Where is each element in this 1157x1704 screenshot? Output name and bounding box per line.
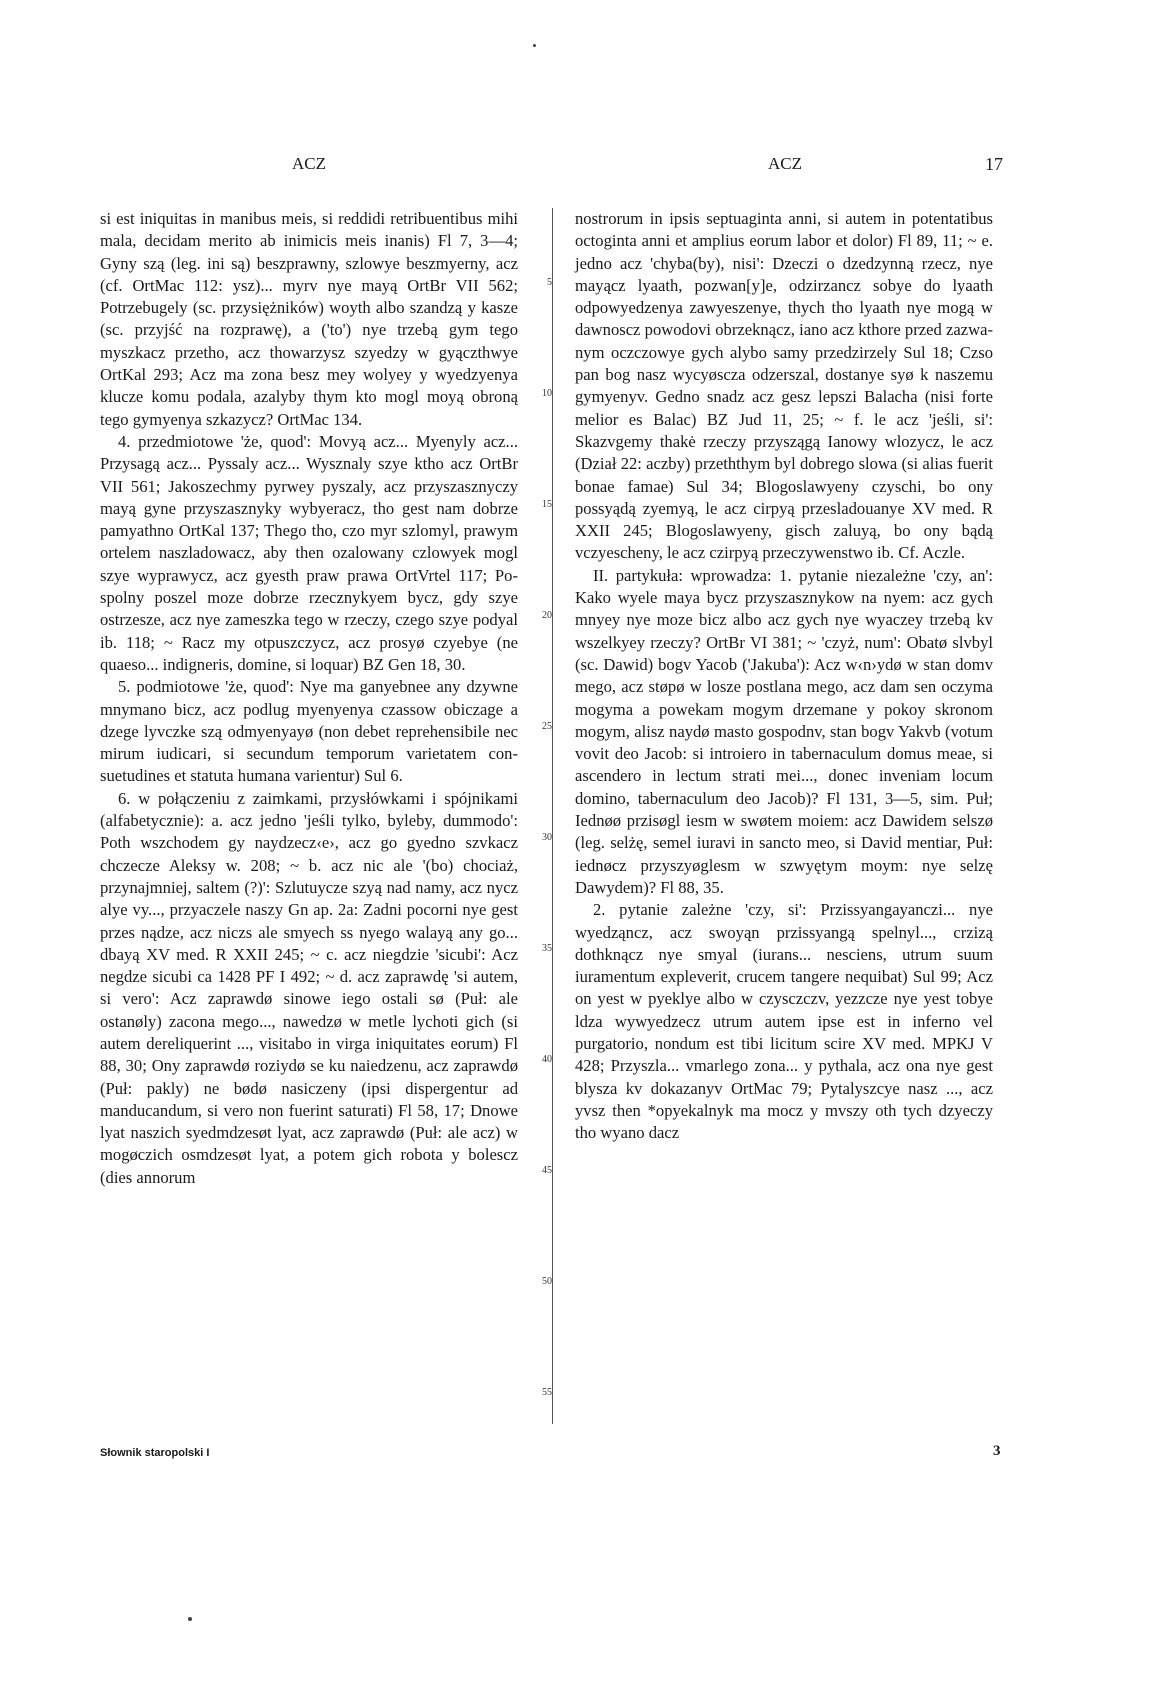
left-running-head: ACZ (292, 154, 326, 173)
line-number: 25 (542, 721, 552, 732)
line-number: 40 (542, 1054, 552, 1065)
line-number: 35 (542, 943, 552, 954)
right-running-head: ACZ (768, 154, 802, 173)
paragraph: 5. podmiotowe 'że, quod': Nye ma ganyebnee any dzywne mnymano bicz, acz podlug myenyenya czassow obiczage a dzege lyvczke szą odmyenyayø (non debet reprehensibile nec mirum iudicari, si secundum temporum varietatem consuetudines et statuta humana varientur) Sul 6. (100, 677, 518, 786)
paragraph: 2. pytanie zależne 'czy, si': Przissyangayanczi... nye wyedząncz, acz swoyąn przissyangą spelnyl..., crzizą dothknącz nye smyal (iurans... nesciens, utrum suum iuramentum expleverit, crucem tangere nequibat) Sul 99; Acz on yest w pyeklye albo w czysczczv, yezzcze nye yest tobye ldza wywyedzecz utrum autem ipse est in inferno vel purgatorio, nondum est tibi licitum scire XV med. MPKJ V 428; Przyszla... vmarlego zona... y pythala, acz ona nye gest blysza kv dokazanyv OrtMac 79; Pytalyszcye nasz ..., acz yvsz then *opyekalnyk ma mocz y mvszy oth tych dzyeczy tho wyano dacz (575, 900, 993, 1143)
line-number: 5 (547, 277, 552, 288)
running-header (0, 154, 1157, 178)
line-number: 30 (542, 832, 552, 843)
book-signature: Słownik staropolski I (100, 1447, 210, 1459)
paragraph: II. partykuła: wprowadza: 1. pytanie niezależne 'czy, an': Kako wyele maya bycz przyszasznykow na nyem: acz gych mnyey nye moze bicz albo acz gych nye wyaczey trzebą kv wszelkyey rzeczy? OrtBr VI 381; ~ 'czyż, num': Obatø slvbyl (sc. Dawid) bogv Yacob ('Jakuba'): Acz w‹n›ydø w stan domv mego, acz støpø w losze postlana mego, acz dam sen oczyma mogyma a powekam mogym drzemane y pokoy skronom mogym, alisz naydø masto gospodnv, stan bogv Yakvb (votum vovit deo Jacob: si introiero in tabernaculum domus meae, si ascendero in lectum strati mei..., donec inveniam locum domino, tabernaculum deo Jacob)? Fl 131, 3—5, sim. Puł; Iednøø przisøgl iesm w swøtem moiem: acz Dawidem selszø (leg. selżę, semel iuravi in sancto meo, si David mentiar, Puł: iednøcz przyszyøglesm w szwyętym moym: nye selzę Dawydem)? Fl 88, 35. (575, 565, 993, 897)
line-number: 45 (542, 1165, 552, 1176)
paragraph: 6. w połączeniu z zaimkami, przysłówkami i spójnikami (alfabetycznie): a. acz jedno 'jeśli tylko, byleby, dummodo': Poth wszchodem gy naydzecz‹e›, acz go gyedno szvkacz chczecze Aleksy w. 208; ~ b. acz nic ale '(bo) chociaż, przynajmniej, saltem (?)': Szlutuycze szyą nad namy, acz nycz alye vy..., przyaczele naszy Gn ap. 2a: Zadni pocorni nye gest przes nądze, acz niczs ale smyech ss nyego walayą any go... dbayą XV med. R XXII 245; ~ c. acz niegdzie 'sicubi': Acz negdze sicubi ca 1428 PF I 492; ~ d. acz zaprawdę 'si autem, si vero': Acz zaprawdø sinowe iego ostali sø (Puł: ale ostanøly) zacona mego..., nawedzø w metle lychoti gich (si autem dereliquerint ..., visitabo in virga iniquitates eorum) Fl 88, 30; Ony zaprawdø roziydø se ku naiedzenu, acz zaprawdø (Puł: pakly) ne bødø nasiczeny (ipsi dispergentur ad manducandum, si vero non fuerint saturati) Fl 58, 17; Dnowe lyat naszich syedmdzesøt lyat, acz zaprawdø (Puł: ale acz) w mogøczich osmdzesøt lyat, a potem gich robota y bolescz (dies annorum (100, 788, 518, 1187)
paragraph: nostrorum in ipsis septuaginta anni, si autem in potentatibus octoginta anni et amplius eorum labor et dolor) Fl 89, 11; ~ e. jedno acz 'chyba(by), nisi': Dzeczi o dzedzynną rzecz, nye mayącz lyaath, pozwan[y]e, odzirzancz sobye do lyaath odpowyedzenya zawyeszenye, thych tho lyaath nye mogą w dawnoscz powodovi obrzeknącz, iano acz kthore przed zazwanym oczczowye gych alybo samy przedzirzely Sul 18; Czso pan bog nasz wycyøscza odzerszal, dostanye syø k naszemu gymyenyv. Gedno snadz acz gesz lepszi Balacha (nisi forte melior es Balac) BZ Jud 11, 25; ~ f. le acz 'jeśli, si': Skazvgemy thakė rzeczy przyszągą Ianowy wlozycz, le acz (Dział 22: aczby) przeththym byl dobrego slowa (si alias fuerit bonae famae) Sul 34; Blogoslawyeny czyschi, bo ony possyądą zyemyą, le acz cirpyą przesladouanye XV med. R XXII 245; Blogoslawyeny, gisch zaluyą, bo ony bądą vczyescheny, le acz czirpyą przeczywenstwo ib. Cf. Aczle. (575, 209, 993, 563)
left-column (100, 208, 518, 1189)
right-column (575, 208, 993, 1144)
line-number: 50 (542, 1276, 552, 1287)
line-number: 20 (542, 610, 552, 621)
scan-speck (188, 1617, 192, 1621)
scan-speck (533, 44, 536, 47)
line-number: 10 (542, 388, 552, 399)
page-number: 17 (985, 154, 1003, 174)
paragraph: si est iniquitas in manibus meis, si reddidi retribuentibus mihi mala, decidam merito ab inimicis meis inanis) Fl 7, 3—4; Gyny szą (leg. ini są) beszprawny, szlowye beszmyerny, acz (cf. OrtMac 112: ysz)... myrv nye mayą OrtBr VII 562; Potrzebugely (sc. przysiężników) woyth albo szandzą y kasze (sc. przyjść na rozprawę), a ('to') nye trzebą gym tego myszkacz przetho, acz thowarzysz szyedzy w gyączthwye OrtKal 293; Acz ma zona besz mey wolyey y wyedzyenya klucze komu podala, azalyby thym kto mogl moyą obroną tego gymyenya szkazycz? OrtMac 134. (100, 209, 518, 429)
column-divider (552, 208, 570, 1424)
paragraph: 4. przedmiotowe 'że, quod': Movyą acz... Myenyly acz... Przysagą acz... Pyssaly acz... Wysznaly szye ktho acz OrtBr VII 561; Jakoszechmy pyrwey pyszaly, acz przyszasznyczy mayą gyne przyszasznyky wybyeracz, tho gest nam dobrze pamyathno OrtKal 137; Thego tho, czo myr szlomyl, prawym ortelem naszladowacz, aby then ozalowany czlowyek mogl szye wyprawycz, acz gyesth praw prawa OrtVrtel 117; Pospolny poszel moze dobrze rzecznykyem bycz, gdy szye ostrzesze, acz nye zameszka tego w rzeczy, czego szye podyal ib. 118; ~ Racz my otpuszczycz, acz prosyø czyebye (ne quaeso... indigneris, domine, si loquar) BZ Gen 18, 30. (100, 431, 518, 674)
line-number: 15 (542, 499, 552, 510)
sheet-number: 3 (993, 1443, 1001, 1459)
line-number: 55 (542, 1387, 552, 1398)
